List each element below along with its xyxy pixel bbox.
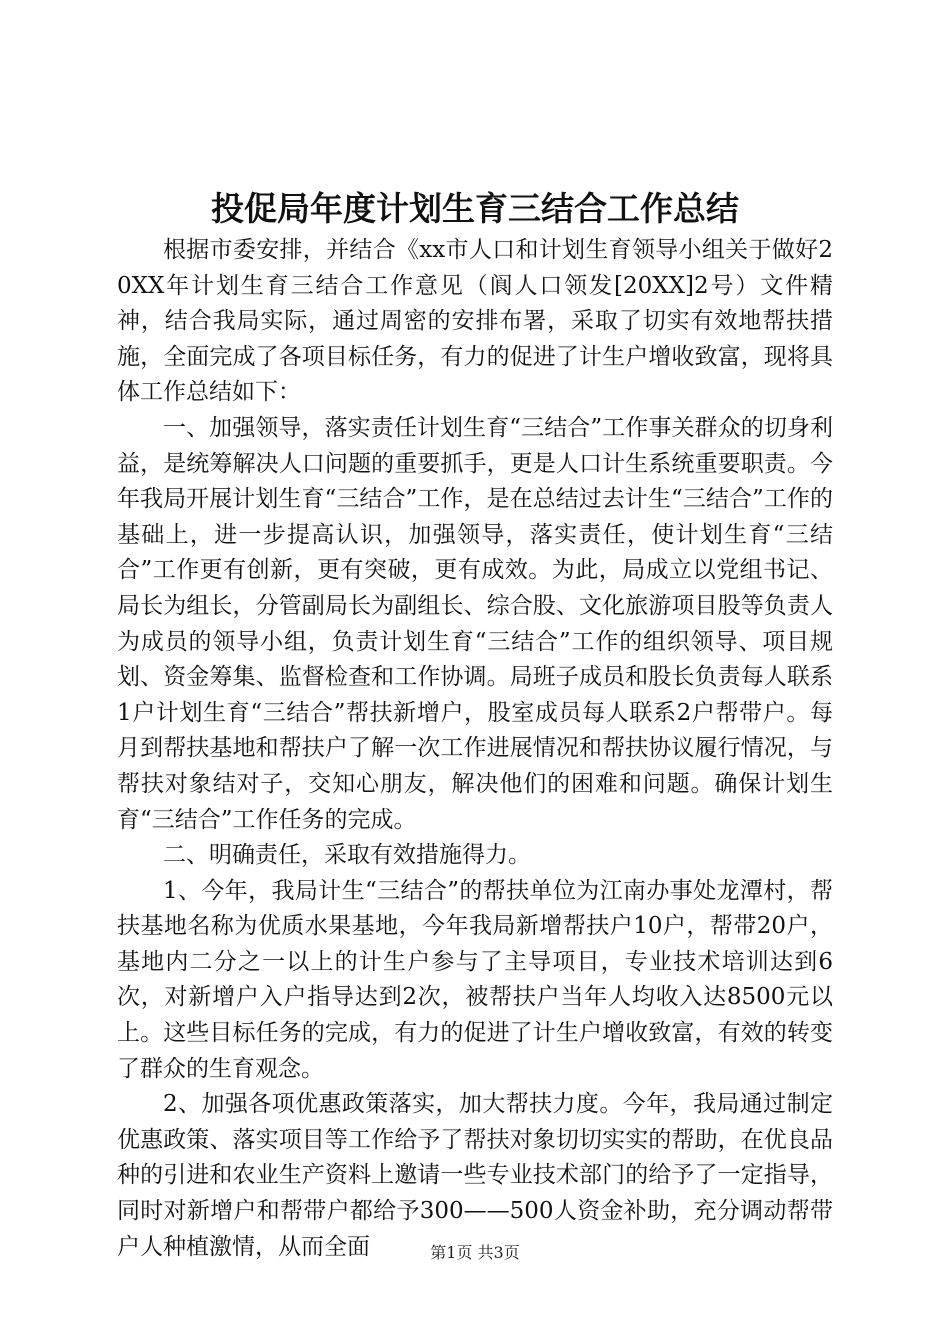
paragraph-intro: 根据市委安排，并结合《xx市人口和计划生育领导小组关于做好20XX年计划生育三结合工作意见（阆人口领发[20XX]2号）文件精神，结合我局实际，通过周密的安排布署，采取了切实有效地帮扶措施，全面完成了各项目标任务，有力的促进了计生户增收致富，现将具体工作总结如下： — [117, 237, 833, 406]
paragraph-item-2: 2、加强各项优惠政策落实，加大帮扶力度。今年，我局通过制定优惠政策、落实项目等工作给予了帮扶对象切切实实的帮助，在优良品种的引进和农业生产资料上邀请一些专业技术部门的给予了一定指导，同时对新增户和帮带户都给予300——500人资金补助，充分调动帮带户人种植激情，从而全面 — [117, 1091, 833, 1260]
paragraph-section-1: 一、加强领导，落实责任计划生育“三结合”工作事关群众的切身利益，是统筹解决人口问题的重要抓手，更是人口计生系统重要职责。今年我局开展计划生育“三结合”工作，是在总结过去计生“三结合”工作的基础上，进一步提高认识，加强领导，落实责任，使计划生育“三结合”工作更有创新，更有突破，更有成效。为此，局成立以党组书记、局长为组长，分管副局长为副组长、综合股、文化旅游项目股等负责人为成员的领导小组，负责计划生育“三结合”工作的组织领导、项目规划、资金筹集、监督检查和工作协调。局班子成员和股长负责每人联系1户计划生育“三结合”帮扶新增户，股室成员每人联系2户帮带户。每月到帮扶基地和帮扶户了解一次工作进展情况和帮扶协议履行情况，与帮扶对象结对子，交知心朋友，解决他们的困难和问题。确保计划生育“三结合”工作任务的完成。 — [117, 414, 833, 833]
document-body — [117, 233, 833, 1265]
paragraph-section-2-heading: 二、明确责任，采取有效措施得力。 — [163, 842, 531, 869]
page-number-footer: 第1页 共3页 — [430, 1243, 520, 1262]
paragraph-item-1: 1、今年，我局计生“三结合”的帮扶单位为江南办事处龙潭村，帮扶基地名称为优质水果基地，今年我局新增帮扶户10户，帮带20户，基地内二分之一以上的计生户参与了主导项目，专业技术培训达到6次，对新增户入户指导达到2次，被帮扶户当年人均收入达8500元以上。这些目标任务的完成，有力的促进了计生户增收致富，有效的转变了群众的生育观念。 — [117, 877, 833, 1082]
document-title: 投促局年度计划生育三结合工作总结 — [211, 189, 739, 228]
